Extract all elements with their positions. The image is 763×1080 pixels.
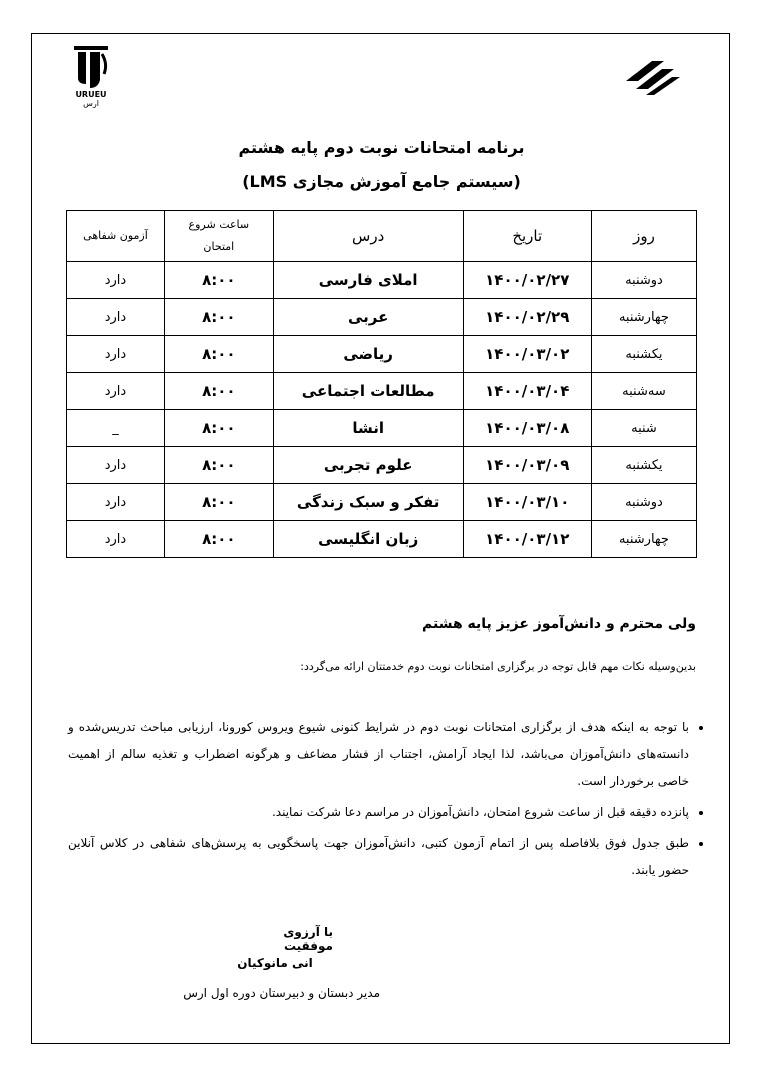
table-row [67, 521, 697, 558]
greeting: ولی محترم و دانش‌آموز عزیز پایه هشتم [422, 616, 696, 632]
cell-subject: علوم تجربی [273, 447, 463, 484]
cell-oral: دارد [67, 299, 165, 336]
signature-closing: با آرزوی موفقیت [283, 925, 333, 953]
cell-oral: _ [67, 410, 165, 447]
cell-date: ۱۴۰۰/۰۳/۰۴ [463, 373, 591, 410]
page-title: برنامه امتحانات نوبت دوم پایه هشتم [238, 138, 525, 157]
cell-subject: ریاضی [273, 336, 463, 373]
cell-subject: تفکر و سبک زندگی [273, 484, 463, 521]
list-item: • با توجه به اینکه هدف از برگزاری امتحانات نوبت دوم در شرایط کنونی شیوع ویروس کورونا، ارزیابی مباحث تدریس‌شده و دانسته‌های دانش‌آموزان می‌باشد، لذا ایجاد آرامش، اجتناب از فشار مضاعف و هرگونه اضطراب و تغذیه سالم از اهمیت خاصی برخوردار است. [68, 714, 689, 795]
cell-day: شنبه [591, 410, 696, 447]
table-header-row [67, 211, 697, 262]
intro-text: بدین‌وسیله نکات مهم قابل توجه در برگزاری امتحانات نوبت دوم خدمتتان ارائه می‌گردد: [300, 660, 696, 673]
cell-time: ۸:۰۰ [164, 447, 273, 484]
cell-oral: دارد [67, 262, 165, 299]
exam-schedule-table [66, 210, 697, 558]
list-item: • طبق جدول فوق بلافاصله پس از اتمام آزمون کتبی، دانش‌آموزان جهت پاسخگویی به پرسش‌های شفاهی در کلاس آنلاین حضور یابند. [68, 830, 689, 884]
cell-day: یکشنبه [591, 336, 696, 373]
cell-oral: دارد [67, 521, 165, 558]
cell-time: ۸:۰۰ [164, 410, 273, 447]
cell-time: ۸:۰۰ [164, 336, 273, 373]
header-subject: درس [273, 211, 463, 262]
cell-oral: دارد [67, 373, 165, 410]
cell-day: سه‌شنبه [591, 373, 696, 410]
signature-role: مدیر دبستان و دبیرستان دوره اول ارس [183, 986, 380, 1000]
page-subtitle: (سیستم جامع آموزش مجازی LMS) [242, 172, 521, 191]
cell-time: ۸:۰۰ [164, 484, 273, 521]
cell-subject: مطالعات اجتماعی [273, 373, 463, 410]
cell-day: چهارشنبه [591, 299, 696, 336]
header-oral-exam: آزمون شفاهی [67, 211, 165, 262]
cell-oral: دارد [67, 447, 165, 484]
ministry-logo [622, 55, 684, 99]
cell-date: ۱۴۰۰/۰۳/۰۲ [463, 336, 591, 373]
table-row [67, 410, 697, 447]
school-logo [70, 44, 112, 108]
table-row [67, 447, 697, 484]
cell-time: ۸:۰۰ [164, 299, 273, 336]
cell-day: یکشنبه [591, 447, 696, 484]
table-row [67, 336, 697, 373]
cell-time: ۸:۰۰ [164, 521, 273, 558]
signature-name: انی مانوکیان [237, 956, 313, 970]
cell-subject: انشا [273, 410, 463, 447]
cell-subject: عربی [273, 299, 463, 336]
list-item: • پانزده دقیقه قبل از ساعت شروع امتحان، دانش‌آموزان در مراسم دعا شرکت نمایند. [68, 799, 689, 826]
cell-date: ۱۴۰۰/۰۲/۲۹ [463, 299, 591, 336]
table-row [67, 373, 697, 410]
header-date: تاریخ [463, 211, 591, 262]
cell-oral: دارد [67, 336, 165, 373]
cell-day: دوشنبه [591, 484, 696, 521]
logo-persian-text: ارس [83, 99, 99, 108]
header-start-time-line2: امتحان [203, 240, 235, 253]
cell-oral: دارد [67, 484, 165, 521]
cell-date: ۱۴۰۰/۰۳/۱۰ [463, 484, 591, 521]
cell-date: ۱۴۰۰/۰۳/۱۲ [463, 521, 591, 558]
header-day: روز [591, 211, 696, 262]
cell-time: ۸:۰۰ [164, 262, 273, 299]
cell-date: ۱۴۰۰/۰۳/۰۸ [463, 410, 591, 447]
cell-date: ۱۴۰۰/۰۲/۲۷ [463, 262, 591, 299]
header-start-time-line1: ساعت شروع [188, 218, 250, 231]
cell-subject: زبان انگلیسی [273, 521, 463, 558]
header-start-time [164, 211, 273, 262]
table-row [67, 484, 697, 521]
notes-list [68, 714, 715, 888]
cell-date: ۱۴۰۰/۰۳/۰۹ [463, 447, 591, 484]
cell-subject: املای فارسی [273, 262, 463, 299]
cell-day: چهارشنبه [591, 521, 696, 558]
cell-day: دوشنبه [591, 262, 696, 299]
cell-time: ۸:۰۰ [164, 373, 273, 410]
logo-latin-text: URUEU [75, 90, 107, 99]
table-row [67, 262, 697, 299]
table-row [67, 299, 697, 336]
